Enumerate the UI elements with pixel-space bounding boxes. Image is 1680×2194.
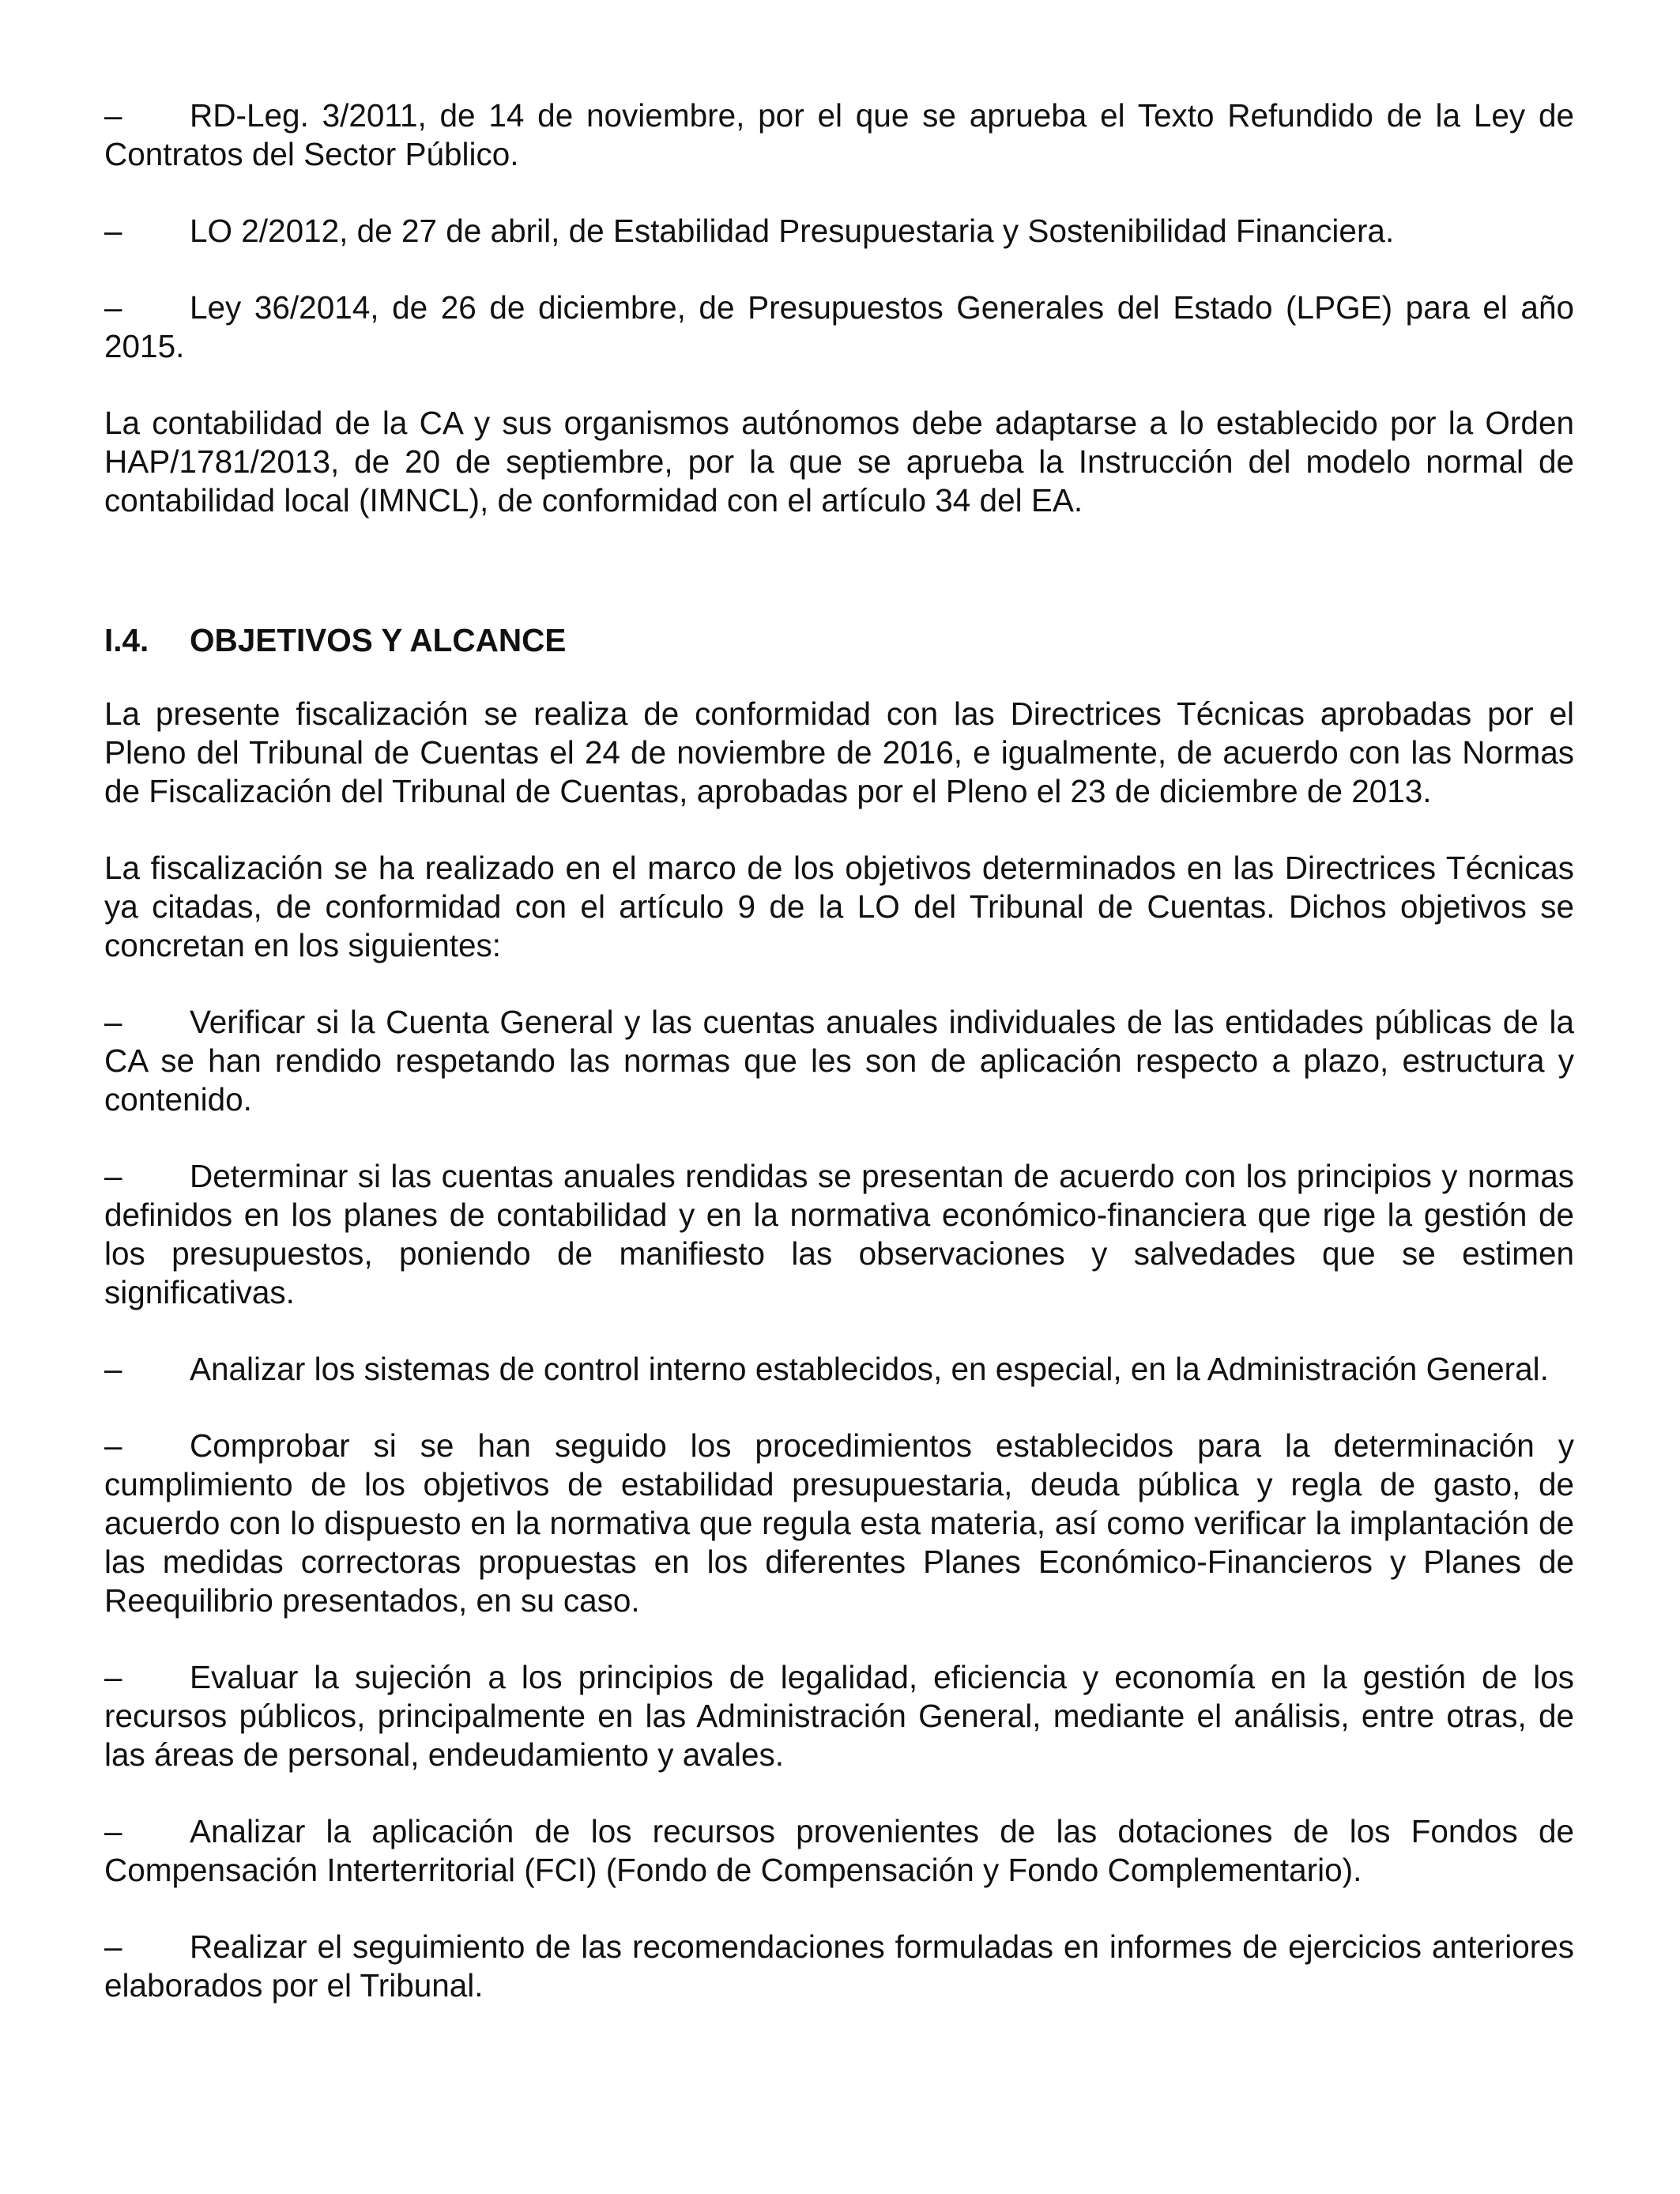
- bullet-marker: –: [104, 1813, 122, 1849]
- paragraph-fiscalizacion-1: La presente fiscalización se realiza de conformidad con las Directrices Técnicas aprobadas por el Pleno del Tribunal de Cuentas el 24 de noviembre de 2016, e igualmente, de acuerdo con las Normas de Fiscalización del Tribunal de Cuentas, aprobadas por el Pleno el 23 de diciembre de 2013.: [104, 696, 1574, 809]
- objective-text: Analizar los sistemas de control interno establecidos, en especial, en la Administración General.: [190, 1351, 1549, 1387]
- objective-text: Realizar el seguimiento de las recomendaciones formuladas en informes de ejercicios anteriores elaborados por el Tribunal.: [104, 1928, 1574, 2004]
- document-page: [104, 96, 1574, 2005]
- paragraph-contabilidad: La contabilidad de la CA y sus organismos autónomos debe adaptarse a lo establecido por la Orden HAP/1781/2013, de 20 de septiembre, por la que se aprueba la Instrucción del modelo normal de contabilidad local (IMNCL), de conformidad con el artículo 34 del EA.: [104, 405, 1574, 518]
- section-number: I.4.: [104, 622, 149, 658]
- bullet-marker: –: [104, 1004, 122, 1040]
- section-title: OBJETIVOS Y ALCANCE: [190, 622, 567, 658]
- objective-item: [104, 1812, 1574, 1890]
- objective-text: Determinar si las cuentas anuales rendidas se presentan de acuerdo con los principios y normas definidos en los planes de contabilidad y en la normativa económico-financiera que rige la gestión de los presupuestos, poniendo de manifiesto las observaciones y salvedades que se estimen significativas.: [104, 1158, 1574, 1310]
- paragraph-fiscalizacion-2: La fiscalización se ha realizado en el marco de los objetivos determinados en las Directrices Técnicas ya citadas, de conformidad con el artículo 9 de la LO del Tribunal de Cuentas. Dichos objetivos se concretan en los siguientes:: [104, 850, 1574, 963]
- bullet-marker: –: [104, 1158, 122, 1194]
- objective-item: [104, 1003, 1574, 1119]
- objective-text: Verificar si la Cuenta General y las cuentas anuales individuales de las entidades públicas de la CA se han rendido respetando las normas que les son de aplicación respecto a plazo, estructura y contenido.: [104, 1004, 1574, 1118]
- objective-item: [104, 1157, 1574, 1312]
- objective-item: [104, 1928, 1574, 2005]
- bullet-marker: –: [104, 97, 122, 134]
- list-item-text: LO 2/2012, de 27 de abril, de Estabilidad Presupuestaria y Sostenibilidad Financiera.: [190, 213, 1395, 249]
- section-heading: [104, 621, 1574, 660]
- objective-item: [104, 1350, 1574, 1389]
- bullet-marker: –: [104, 1351, 122, 1387]
- bullet-marker: –: [104, 1928, 122, 1965]
- objective-text: Analizar la aplicación de los recursos provenientes de las dotaciones de los Fondos de Compensación Interterritorial (FCI) (Fondo de Compensación y Fondo Complementario).: [104, 1813, 1574, 1888]
- list-item: [104, 288, 1574, 366]
- list-item-text: Ley 36/2014, de 26 de diciembre, de Presupuestos Generales del Estado (LPGE) para el año 2015.: [104, 289, 1574, 364]
- bullet-marker: –: [104, 1659, 122, 1695]
- objective-text: Comprobar si se han seguido los procedimientos establecidos para la determinación y cumplimiento de los objetivos de estabilidad presupuestaria, deuda pública y regla de gasto, de acuerdo con lo dispuesto en la normativa que regula esta materia, así como verificar la implantación de las medidas correctoras propuestas en los diferentes Planes Económico-Financieros y Planes de Reequilibrio presentados, en su caso.: [104, 1427, 1574, 1619]
- objective-item: [104, 1427, 1574, 1620]
- bullet-marker: –: [104, 1427, 122, 1464]
- objective-item: [104, 1658, 1574, 1774]
- objective-text: Evaluar la sujeción a los principios de legalidad, eficiencia y economía en la gestión de los recursos públicos, principalmente en las Administración General, mediante el análisis, entre otras, de las áreas de personal, endeudamiento y avales.: [104, 1659, 1574, 1773]
- bullet-marker: –: [104, 289, 122, 326]
- list-item: [104, 212, 1574, 251]
- list-item: [104, 96, 1574, 174]
- list-item-text: RD-Leg. 3/2011, de 14 de noviembre, por el que se aprueba el Texto Refundido de la Ley de Contratos del Sector Público.: [104, 97, 1574, 172]
- bullet-marker: –: [104, 213, 122, 249]
